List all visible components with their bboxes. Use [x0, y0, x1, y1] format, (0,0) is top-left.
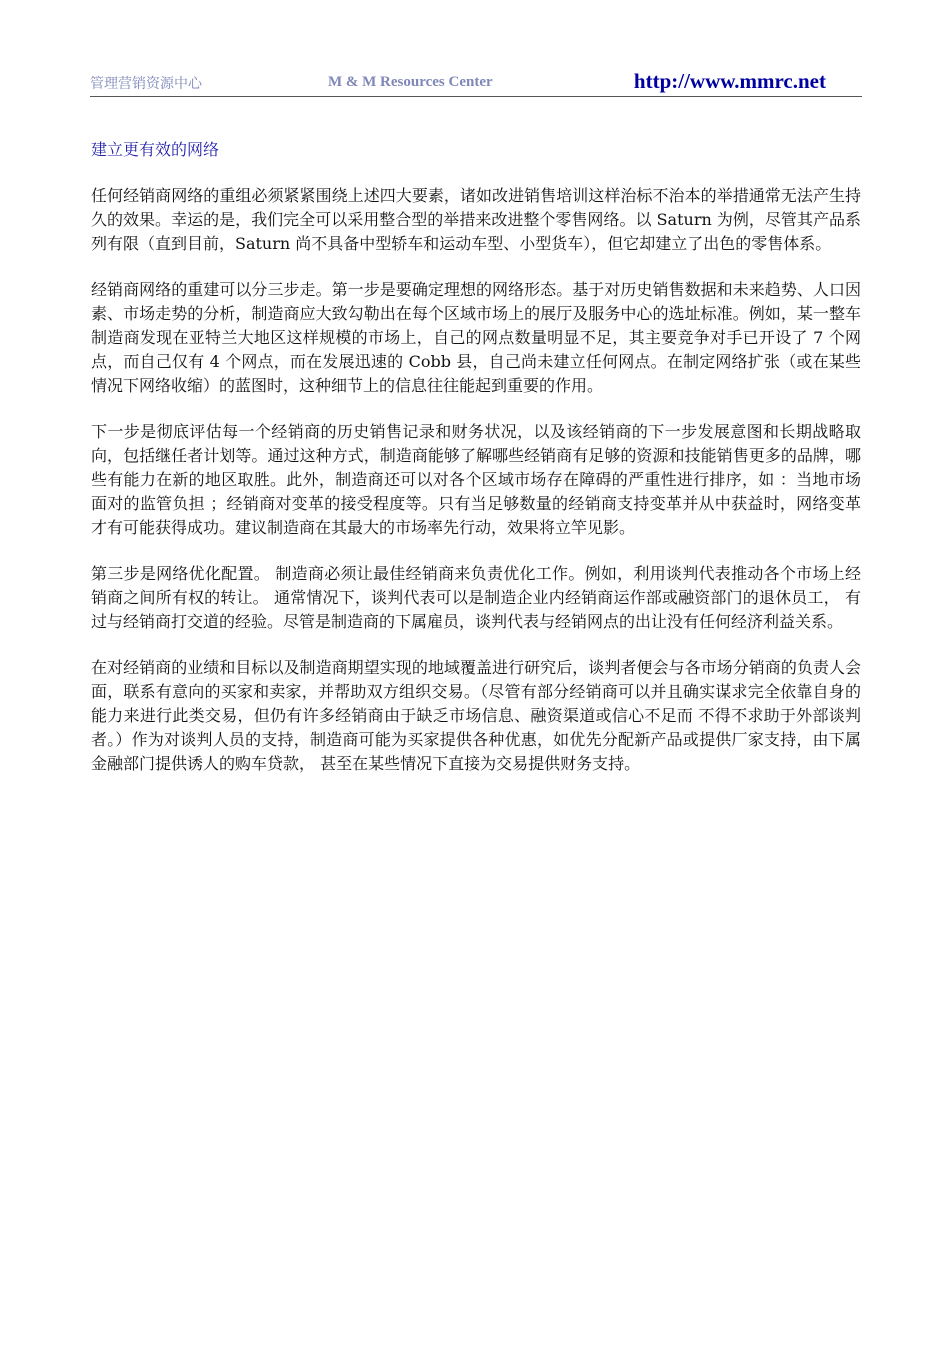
- paragraph-5: 在对经销商的业绩和目标以及制造商期望实现的地域覆盖进行研究后，谈判者便会与各市场分销商的负责人会面，联系有意向的买家和卖家，并帮助双方组织交易。（尽管有部分经销商可以并且确实谋求完全依靠自身的能力来进行此类交易，但仍有许多经销商由于缺乏市场信息、融资渠道或信心不足而 不得不求助于外部谈判者。）作为对谈判人员的支持，制造商可能为买家提供各种优惠，如优先分配新产品或提供厂家支持，由下属金融部门提供诱人的购车贷款， 甚至在某些情况下直接为交易提供财务支持。: [91, 658, 861, 773]
- paragraph-2: 经销商网络的重建可以分三步走。第一步是要确定理想的网络形态。基于对历史销售数据和未来趋势、人口因素、市场走势的分析，制造商应大致勾勒出在每个区域市场上的展厅及服务中心的选址标准。例如，某一整车制造商发现在亚特兰大地区这样规模的市场上，自己的网点数量明显不足，其主要竞争对手已开设了 7 个网点，而自己仅有 4 个网点，而在发展迅速的 Cobb 县，自己尚未建立任何网点。在制定网络扩张（或在某些情况下网络收缩）的蓝图时，这种细节上的信息往往能起到重要的作用。: [91, 280, 861, 395]
- header-org-name: 管理营销资源中心: [90, 76, 202, 92]
- article-body: [91, 138, 861, 798]
- header-url-link[interactable]: http://www.mmrc.net: [633, 69, 826, 93]
- article-title: 建立更有效的网络: [91, 140, 220, 159]
- paragraph-4: 第三步是网络优化配置。 制造商必须让最佳经销商来负责优化工作。例如，利用谈判代表推动各个市场上经销商之间所有权的转让。 通常情况下，谈判代表可以是制造企业内经销商运作部或融资部门的退休员工， 有过与经销商打交道的经验。尽管是制造商的下属雇员，谈判代表与经销网点的出让没有任何经济利益关系。: [91, 564, 861, 631]
- paragraph-1: 任何经销商网络的重组必须紧紧围绕上述四大要素，诸如改进销售培训这样治标不治本的举措通常无法产生持久的效果。幸运的是，我们完全可以采用整合型的举措来改进整个零售网络。以 Saturn 为例，尽管其产品系列有限（直到目前，Saturn 尚不具备中型轿车和运动车型、小型货车），但它却建立了出色的零售体系。: [91, 186, 861, 253]
- header-center-name: M & M Resources Center: [328, 74, 493, 90]
- page-header: [90, 70, 862, 97]
- paragraph-3: 下一步是彻底评估每一个经销商的历史销售记录和财务状况，以及该经销商的下一步发展意图和长期战略取向，包括继任者计划等。通过这种方式，制造商能够了解哪些经销商有足够的资源和技能销售更多的品牌，哪些有能力在新的地区取胜。此外，制造商还可以对各个区域市场存在障碍的严重性进行排序，如 ：当地市场面对的监管负担 ；经销商对变革的接受程度等。只有当足够数量的经销商支持变革并从中获益时，网络变革才有可能获得成功。建议制造商在其最大的市场率先行动，效果将立竿见影。: [91, 422, 861, 537]
